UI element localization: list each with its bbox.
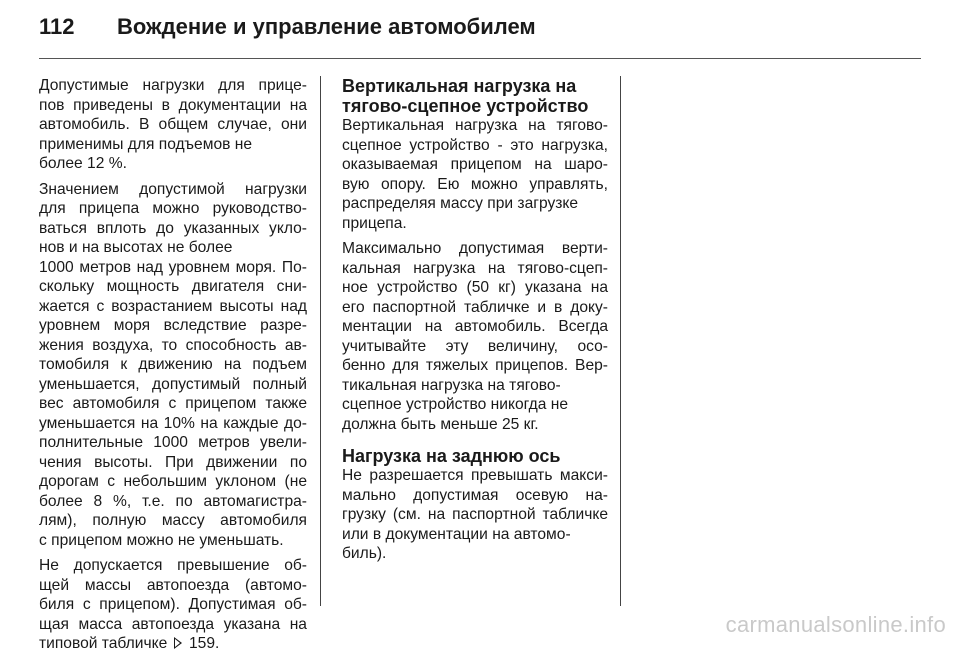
text-line: жается с возрастанием высоты над [39,297,307,315]
text-line: оказываемая прицепом на шаро- [342,156,608,173]
text-line: грузку (см. на паспортной табличке [342,506,608,523]
text-line: его паспортной табличке и в доку- [342,298,608,316]
page-reference-arrow-icon [174,637,182,649]
text-line: дорогам с небольшим уклоном (не [39,473,307,490]
text-column-2 [342,76,608,564]
text-line: чения высоты. При движении по [39,453,307,471]
text-line: распределяя массу при загрузке [342,195,579,212]
text-line: пов приведены в документации на [39,96,307,114]
text-line: для прицепа можно руководство- [39,200,307,217]
text-line: мально допустимая осевую на- [342,486,608,504]
watermark: carmanualsonline.info [725,612,946,637]
text-line: бенно для тяжелых прицепов. Вер- [342,357,608,374]
text-line: томобиля к движению на подъем [39,356,307,373]
text-line: должна быть меньше 25 кг. [342,415,539,433]
paragraph-vertical-load-def [342,116,608,233]
text-line: Допустимые нагрузки для прице- [39,77,307,94]
text-column-1 [39,76,307,654]
text-line: кальная нагрузка на тягово-сцеп- [342,259,608,277]
text-line: Не допускается превышение об- [39,557,307,574]
heading-line: Вертикальная нагрузка на [342,76,577,96]
text-line: скольку мощность двигателя сни- [39,278,307,295]
text-line: Максимально допустимая верти- [342,240,608,257]
text-line: лям), полную массу автомобиля [39,512,307,529]
text-line: сцепное устройство - это нагрузка, [342,136,608,154]
page-reference-link[interactable]: 159. [188,635,220,652]
text-line: учитывайте эту величину, осо- [342,337,608,355]
page-number: 112 [39,14,75,39]
paragraph-max-vertical-load [342,239,608,434]
text-line: вую опору. Ею можно управлять, [342,175,608,193]
heading-line: тягово-сцепное устройство [342,96,589,116]
text-line: жения воздуха, то способность ав- [39,336,307,354]
column-divider-right [620,76,621,606]
column-divider-left [320,76,321,606]
text-line: Не разрешается превышать макси- [342,467,608,484]
text-line: уменьшается, допустимый полный [39,375,307,393]
text-line: полнительные 1000 метров увели- [39,434,307,451]
text-line: щая масса автопоезда указана на [39,615,307,633]
text-line-with-reference [39,634,307,654]
text-line: нов и на высотах не более [39,239,233,256]
page-title: Вождение и управление автомобилем [117,14,536,39]
section-heading-vertical-load [342,76,608,116]
header-rule [39,58,921,59]
text-line: тикальная нагрузка на тягово- [342,376,561,394]
text-line: прицепа. [342,214,407,232]
text-line: щей массы автопоезда (автомо- [39,576,307,594]
text-line: уровнем моря вследствие разре- [39,317,307,334]
text-line: применимы для подъемов не [39,135,253,153]
section-heading-rear-axle: Нагрузка на заднюю ось [342,446,561,466]
text-line: с прицепом можно не уменьшать. [39,531,284,549]
paragraph-total-mass [39,556,307,654]
text-line: ное устройство (50 кг) указана на [342,279,608,296]
text-line: биль). [342,545,387,562]
text-line: Значением допустимой нагрузки [39,180,307,198]
text-line: уменьшается на 10% на каждые до- [39,414,307,432]
text-line: 1000 метров над уровнем моря. По- [39,258,307,276]
text-line: более 12 %. [39,155,127,172]
text-line: более 8 %, т.е. по автомагистра- [39,492,307,510]
paragraph-load-limits [39,76,307,174]
text-line: вес автомобиля с прицепом также [39,395,307,412]
text-line: ментации на автомобиль. Всегда [342,318,608,335]
text-line: биля с прицепом). Допустимая об- [39,596,307,613]
text-line: Вертикальная нагрузка на тягово- [342,117,608,134]
paragraph-rear-axle [342,466,608,564]
text-line: ваться вплоть до указанных укло- [39,219,307,237]
page-header [39,14,536,40]
reference-text: типовой табличке [39,635,168,652]
text-line: или в документации на автомо- [342,525,571,543]
text-line: сцепное устройство никогда не [342,396,568,413]
text-line: автомобиль. В общем случае, они [39,116,307,133]
paragraph-altitude [39,180,307,551]
